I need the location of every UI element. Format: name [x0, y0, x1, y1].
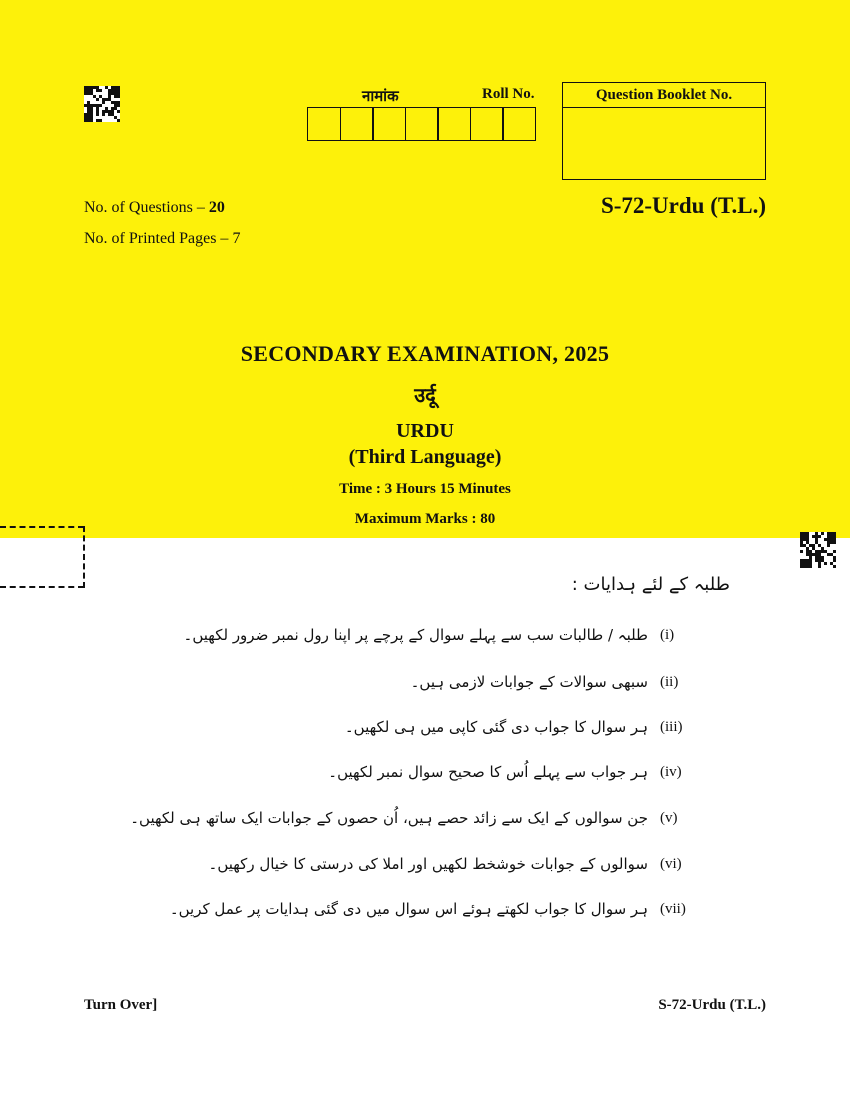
roll-number-boxes[interactable] [307, 107, 536, 141]
exam-title: SECONDARY EXAMINATION, 2025 [240, 341, 610, 366]
instruction-item [345, 718, 700, 736]
questions-label: No. of Questions – [84, 199, 209, 216]
instruction-item [184, 626, 700, 644]
roll-digit-box[interactable] [340, 107, 374, 141]
instruction-number: (iv) [660, 763, 682, 780]
roll-digit-box[interactable] [405, 107, 439, 141]
instruction-text: طلبہ / طالبات سب سے پہلے سوال کے پرچے پر اپنا رول نمبر ضرور لکھیں۔ [183, 626, 648, 644]
instruction-number: (v) [660, 809, 678, 826]
instruction-number: (i) [660, 626, 675, 643]
maximum-marks: Maximum Marks : 80 [354, 511, 496, 527]
instruction-text: سبھی سوالات کے جوابات لازمی ہیں۔ [410, 673, 648, 691]
cut-mark-vertical [83, 526, 85, 588]
pages-label: No. of Printed Pages – [84, 230, 233, 247]
language-label: (Third Language) [348, 446, 502, 468]
instruction-item [411, 673, 700, 691]
instruction-number: (iii) [660, 718, 683, 735]
booklet-label: Question Booklet No. [563, 83, 765, 108]
roll-number-label: Roll No. [482, 86, 535, 102]
instruction-item [170, 900, 700, 918]
question-booklet-box[interactable] [562, 82, 766, 180]
instruction-number: (ii) [660, 673, 679, 690]
roll-number-label-hindi: नामांक [362, 87, 399, 105]
instruction-number: (vi) [660, 855, 682, 872]
footer-paper-code: S-72-Urdu (T.L.) [658, 997, 766, 1013]
questions-count [84, 199, 225, 217]
instruction-item [130, 809, 700, 827]
pages-value: 7 [232, 230, 241, 247]
cut-mark-top [0, 526, 84, 528]
roll-digit-box[interactable] [470, 107, 504, 141]
cut-mark-bottom [0, 586, 84, 588]
instructions-heading: طلبہ کے لئے ہدایات : [571, 574, 730, 595]
time-allowed: Time : 3 Hours 15 Minutes [339, 481, 511, 497]
turn-over-label: Turn Over] [84, 997, 158, 1013]
instruction-text: جن سوالوں کے ایک سے زائد حصے ہیں، اُن حصوں کے جوابات ایک ساتھ ہی لکھیں۔ [130, 809, 648, 827]
qr-code-icon-top [84, 86, 120, 122]
instruction-text: ہر سوال کا جواب دی گئی کاپی میں ہی لکھیں۔ [344, 718, 648, 736]
instruction-text: سوالوں کے جوابات خوشخط لکھیں اور املا کی درستی کا خیال رکھیں۔ [208, 855, 648, 873]
subject-hindi: उर्दू [414, 383, 436, 407]
questions-value: 20 [208, 199, 225, 216]
paper-code: S-72-Urdu (T.L.) [600, 193, 766, 218]
roll-digit-box[interactable] [372, 107, 406, 141]
instruction-item [209, 855, 700, 873]
instruction-number: (vii) [660, 900, 686, 917]
qr-code-icon-side [800, 532, 836, 568]
instruction-text: ہر سوال کا جواب لکھتے ہوئے اس سوال میں دی گئی ہدایات پر عمل کریں۔ [169, 900, 648, 918]
pages-count [84, 230, 240, 248]
instruction-text: ہر جواب سے پہلے اُس کا صحیح سوال نمبر لکھیں۔ [328, 763, 648, 781]
roll-digit-box[interactable] [437, 107, 471, 141]
roll-digit-box[interactable] [307, 107, 341, 141]
subject-title: URDU [396, 420, 454, 442]
instruction-item [328, 763, 700, 781]
roll-digit-box[interactable] [502, 107, 536, 141]
